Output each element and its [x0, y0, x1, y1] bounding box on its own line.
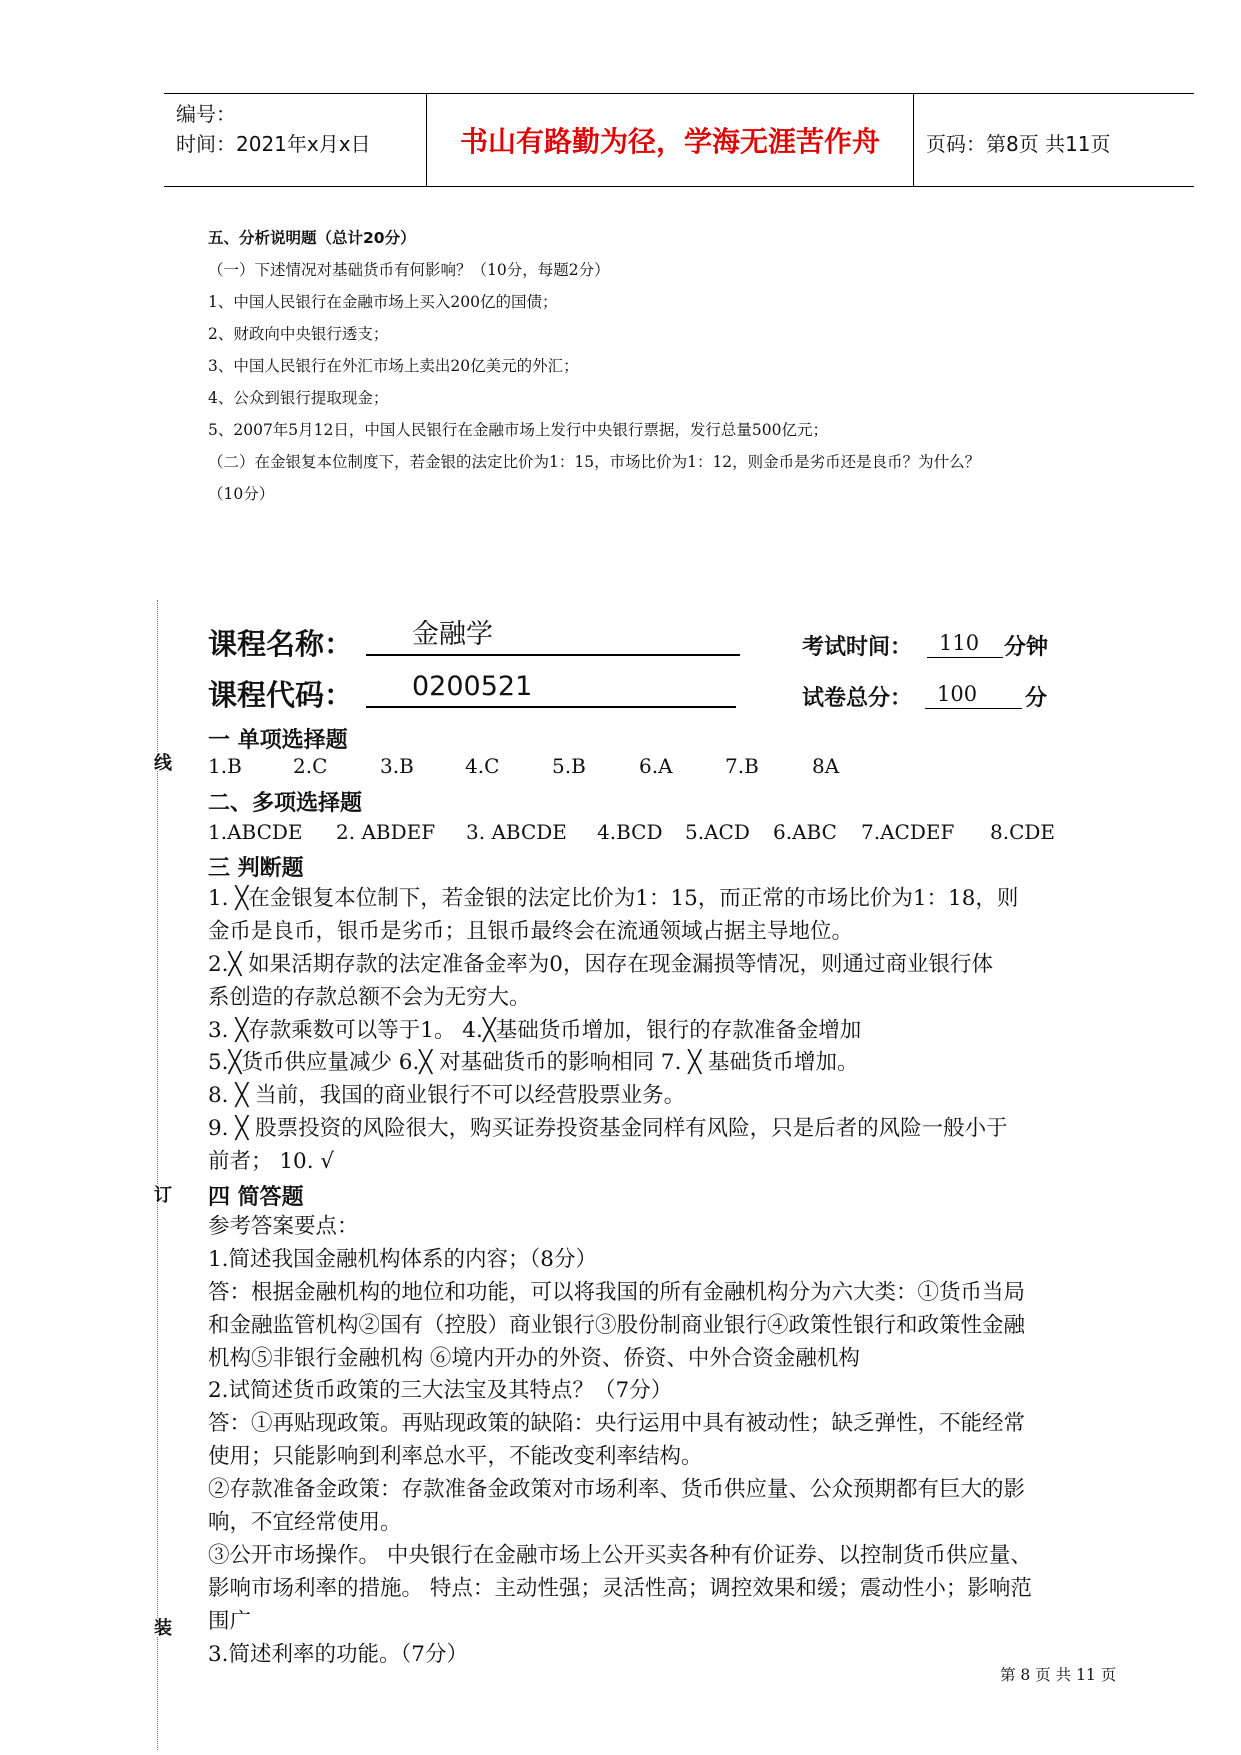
course-name-value: 金融学	[366, 618, 740, 656]
multi-choice-answer: 1.ABCDE	[208, 820, 303, 844]
single-choice-answer: 3.B	[380, 754, 414, 778]
header-bottom-rule	[164, 186, 1194, 187]
short-answer-line: 3.简述利率的功能。（7分）	[208, 1642, 468, 1667]
section5-title: 五、分析说明题（总计20分）	[208, 229, 416, 247]
number-label: 编号：	[176, 102, 236, 126]
true-false-line: 1. ╳在金银复本位制下，若金银的法定比价为1：15，而正常的市场比价为1：18，则	[208, 886, 1019, 911]
section1-title: 一 单项选择题	[208, 728, 348, 753]
true-false-line: 金币是良币，银币是劣币；且银币最终会在流通领域占据主导地位。	[208, 919, 854, 944]
exam-time-value: 110	[927, 630, 1003, 658]
single-choice-answer: 4.C	[465, 754, 500, 778]
short-answer-line: 影响市场利率的措施。 特点：主动性强；灵活性高；调控效果和缓；震动性小；影响范	[208, 1576, 1032, 1601]
short-answer-line: 响，不宜经常使用。	[208, 1510, 402, 1535]
total-score-unit: 分	[1025, 686, 1048, 711]
course-name-label: 课程名称：	[208, 627, 354, 661]
header-divider	[426, 93, 427, 186]
section5-item: 1、中国人民银行在金融市场上买入200亿的国债；	[208, 293, 558, 311]
multi-choice-answer: 3. ABCDE	[466, 820, 567, 844]
header-motto: 书山有路勤为径，学海无涯苦作舟	[459, 125, 880, 158]
short-answer-line: 使用；只能影响到利率总水平，不能改变利率结构。	[208, 1444, 703, 1469]
total-score-label: 试卷总分：	[802, 686, 913, 711]
course-code-label: 课程代码：	[208, 678, 354, 712]
multi-choice-answer: 7.ACDEF	[861, 820, 955, 844]
multi-choice-answer: 4.BCD	[597, 820, 663, 844]
section2-title: 二、多项选择题	[208, 791, 363, 816]
header-page-info: 页码：第8页 共11页	[926, 132, 1111, 156]
true-false-line: 9. ╳ 股票投资的风险很大，购买证券投资基金同样有风险，只是后者的风险一般小于	[208, 1116, 1008, 1141]
binding-label-xian: 线	[148, 753, 174, 771]
true-false-line: 5.╳货币供应量减少 6.╳ 对基础货币的影响相同 7. ╳ 基础货币增加。	[208, 1050, 859, 1075]
single-choice-answer: 6.A	[639, 754, 673, 778]
section4-title: 四 简答题	[208, 1185, 304, 1210]
multi-choice-answer: 8.CDE	[990, 820, 1056, 844]
true-false-line: 3. ╳存款乘数可以等于1。 4.╳基础货币增加，银行的存款准备金增加	[208, 1018, 862, 1043]
short-answer-line: 机构⑤非银行金融机构 ⑥境内开办的外资、侨资、中外合资金融机构	[208, 1346, 860, 1371]
short-answer-line: 参考答案要点：	[208, 1214, 359, 1239]
single-choice-answer: 5.B	[552, 754, 586, 778]
single-choice-answer: 1.B	[208, 754, 242, 778]
exam-time-unit: 分钟	[1004, 635, 1049, 660]
short-answer-line: 1.简述我国金融机构体系的内容；（8分）	[208, 1247, 597, 1272]
multi-choice-answer: 6.ABC	[773, 820, 837, 844]
section5-item: 2、财政向中央银行透支；	[208, 325, 389, 343]
single-choice-answer: 8A	[812, 754, 840, 778]
true-false-line: 系创造的存款总额不会为无穷大。	[208, 985, 531, 1010]
section5-item: 4、公众到银行提取现金；	[208, 389, 389, 407]
section5-part2: （二）在金银复本位制度下，若金银的法定比价为1：15，市场比价为1：12，则金币是劣币还是良币？为什么？	[208, 453, 981, 471]
header-meta	[176, 99, 371, 159]
multi-choice-answer: 5.ACD	[685, 820, 750, 844]
short-answer-line: 2.试简述货币政策的三大法宝及其特点？（7分）	[208, 1378, 673, 1403]
short-answer-line: ②存款准备金政策：存款准备金政策对市场利率、货币供应量、公众预期都有巨大的影	[208, 1477, 1026, 1502]
section5-item: 5、2007年5月12日，中国人民银行在金融市场上发行中央银行票据，发行总量500亿元；	[208, 421, 828, 439]
true-false-line: 前者； 10. √	[208, 1149, 335, 1174]
total-score-value: 100	[925, 681, 1022, 709]
true-false-line: 8. ╳ 当前，我国的商业银行不可以经营股票业务。	[208, 1083, 686, 1108]
section3-title: 三 判断题	[208, 856, 304, 881]
short-answer-line: 答：根据金融机构的地位和功能，可以将我国的所有金融机构分为六大类：①货币当局	[208, 1280, 1026, 1305]
short-answer-line: 和金融监管机构②国有（控股）商业银行③股份制商业银行④政策性银行和政策性金融	[208, 1313, 1026, 1338]
section5-item: 3、中国人民银行在外汇市场上卖出20亿美元的外汇；	[208, 357, 579, 375]
multi-choice-answer: 2. ABDEF	[336, 820, 436, 844]
short-answer-line: 围广	[208, 1609, 252, 1634]
section5-part2-score: （10分）	[208, 485, 275, 503]
page-footer: 第 8 页 共 11 页	[1000, 1666, 1117, 1684]
binding-label-zhuang: 装	[148, 1618, 174, 1636]
short-answer-line: 答：①再贴现政策。再贴现政策的缺陷：央行运用中具有被动性；缺乏弹性，不能经常	[208, 1411, 1026, 1436]
binding-dotted-line	[157, 600, 158, 1750]
header-top-rule	[164, 93, 1194, 94]
single-choice-answer: 2.C	[293, 754, 328, 778]
section5-part1-intro: （一）下述情况对基础货币有何影响？（10分，每题2分）	[208, 261, 610, 279]
true-false-line: 2.╳ 如果活期存款的法定准备金率为0，因存在现金漏损等情况，则通过商业银行体	[208, 952, 993, 977]
single-choice-answer: 7.B	[725, 754, 759, 778]
course-code-value: 0200521	[366, 670, 736, 708]
short-answer-line: ③公开市场操作。 中央银行在金融市场上公开买卖各种有价证券、以控制货币供应量、	[208, 1543, 1032, 1568]
time-line: 时间：2021年x月x日	[176, 132, 371, 156]
header-divider	[913, 93, 914, 186]
binding-label-ding: 订	[148, 1185, 174, 1203]
exam-time-label: 考试时间：	[802, 635, 913, 660]
